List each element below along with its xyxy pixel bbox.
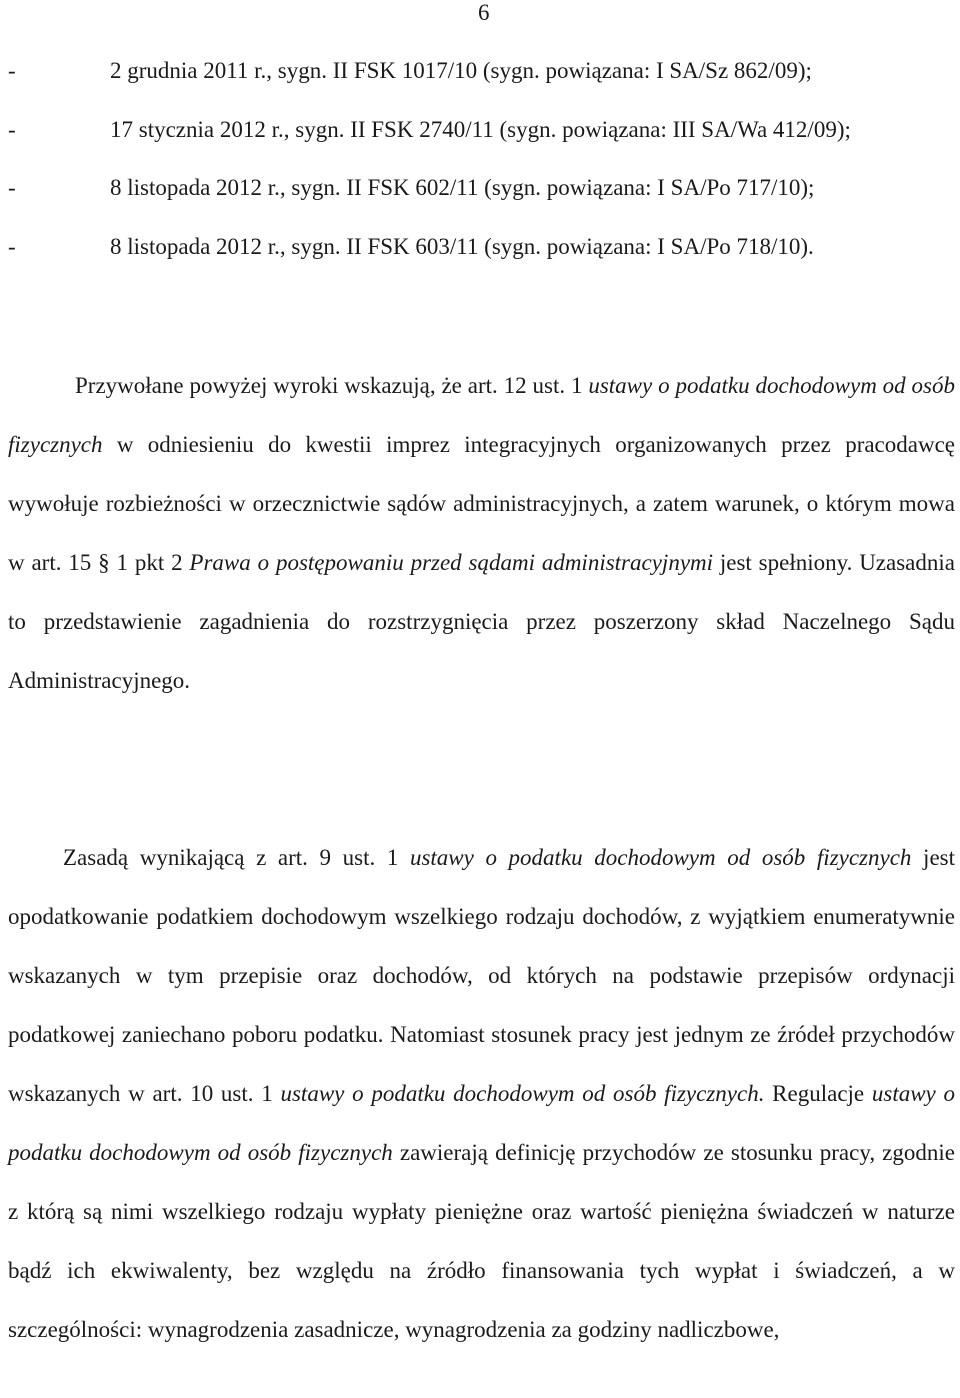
- list-item: [8, 115, 948, 174]
- list-dash: -: [8, 175, 16, 200]
- list-dash: -: [8, 58, 16, 83]
- citation-list: [8, 56, 948, 290]
- citation-text: 8 listopada 2012 r., sygn. II FSK 603/11 (sygn. powiązana: I SA/Po 718/10).: [110, 233, 814, 259]
- paragraph-rulings-summary: [8, 356, 955, 710]
- list-item: [8, 56, 948, 115]
- text-run: Regulacje: [764, 1081, 872, 1106]
- text-run: jest opodatkowanie podatkiem dochodowym wszelkiego rodzaju dochodów, z wyjątkiem enumeratywnie wskazanych w tym przepisie oraz dochodów, od których na podstawie przepisów ordynacji podatkowej zaniechano poboru podatku. Natomiast stosunek pracy jest jednym ze źródeł przychodów wskazanych w art. 10 ust. 1: [8, 845, 955, 1106]
- list-item: [8, 173, 948, 232]
- list-item: [8, 232, 948, 291]
- paragraph-tax-principle: [8, 828, 955, 1359]
- text-run: jest spełniony. Uzasadnia to przedstawienie zagadnienia do rozstrzygnięcia przez poszerzony skład Naczelnego Sądu Administracyjnego.: [8, 550, 955, 693]
- statute-title: ustawy o podatku dochodowym od osób fizycznych: [409, 845, 912, 870]
- page-number: 6: [478, 0, 490, 25]
- text-run: Przywołane powyżej wyroki wskazują, że art. 12 ust. 1: [75, 373, 589, 398]
- statute-title: ustawy o podatku dochodowym od osób fizycznych: [8, 373, 956, 457]
- list-dash: -: [8, 233, 16, 259]
- text-run: zawierają definicję przychodów ze stosunku pracy, zgodnie z którą są nimi wszelkiego rodzaju wypłaty pieniężne oraz wartość pieniężna świadczeń w naturze bądź ich ekwiwalenty, bez względu na źródło finansowania tych wypłat i świadczeń, a w szczególności: wynagrodzenia zasadnicze, wynagrodzenia za godziny nadliczbowe,: [8, 1140, 955, 1342]
- citation-text: 8 listopada 2012 r., sygn. II FSK 602/11 (sygn. powiązana: I SA/Po 717/10);: [110, 175, 815, 200]
- list-dash: -: [8, 116, 16, 142]
- citation-text: 17 stycznia 2012 r., sygn. II FSK 2740/11 (sygn. powiązana: III SA/Wa 412/09);: [110, 116, 851, 142]
- text-run: w odniesieniu do kwestii imprez integracyjnych organizowanych przez pracodawcę wywołuje rozbieżności w orzecznictwie sądów administracyjnych, a zatem warunek, o którym mowa w art. 15 § 1 pkt 2: [8, 432, 955, 575]
- statute-title: ustawy o podatku dochodowym od osób fizycznych.: [280, 1081, 765, 1106]
- statute-title: Prawa o postępowaniu przed sądami administracyjnymi: [189, 550, 714, 575]
- citation-text: 2 grudnia 2011 r., sygn. II FSK 1017/10 (sygn. powiązana: I SA/Sz 862/09);: [110, 58, 812, 83]
- text-run: Zasadą wynikającą z art. 9 ust. 1: [63, 845, 410, 870]
- statute-title: ustawy o podatku dochodowym od osób fizycznych: [8, 1081, 955, 1165]
